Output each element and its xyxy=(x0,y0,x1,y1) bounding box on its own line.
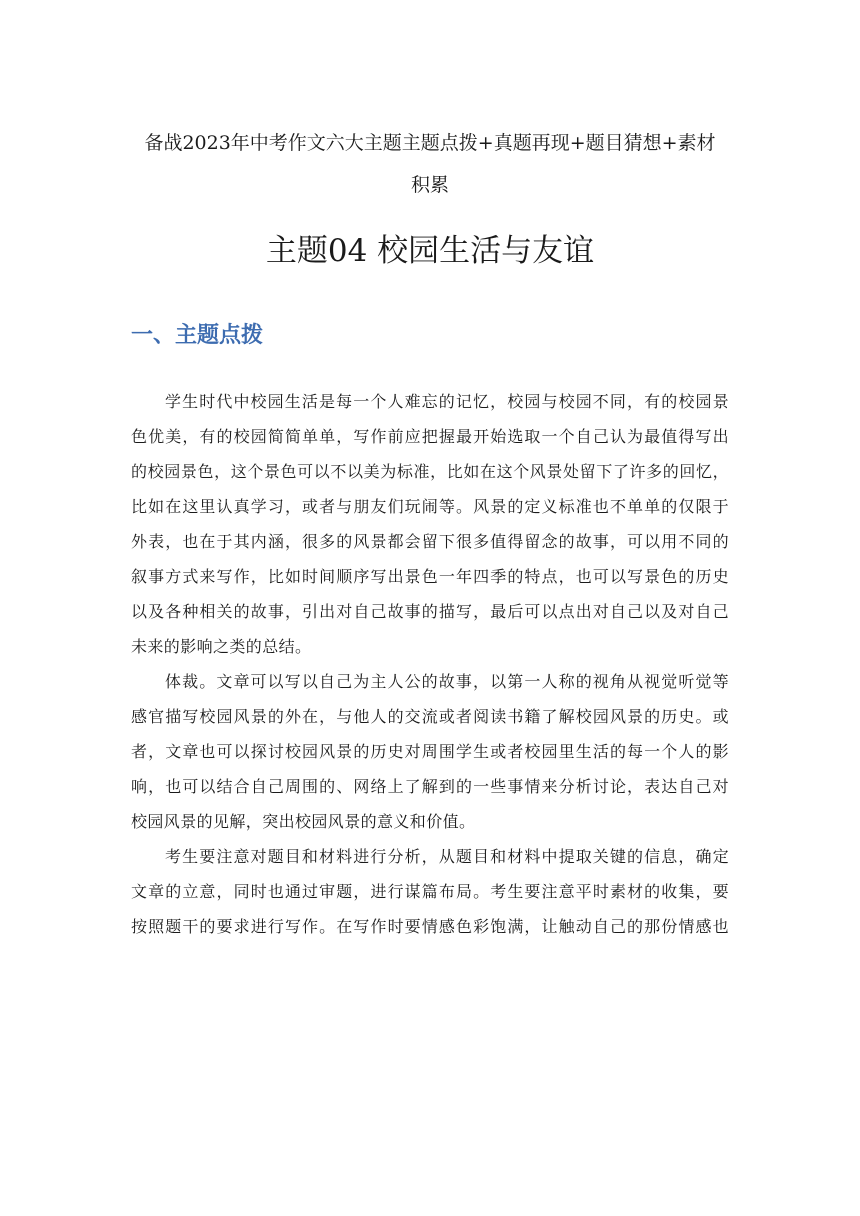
document-body xyxy=(131,384,729,944)
topic-title: 主题04 校园生活与友谊 xyxy=(265,233,595,269)
paragraph-line: 按照题干的要求进行写作。在写作时要情感色彩饱满，让触动自己的那份情感也 xyxy=(131,917,729,936)
paragraph-line: 学生时代中校园生活是每一个人难忘的记忆，校园与校园不同，有的校园景 xyxy=(165,392,729,411)
paragraph-line: 者，文章也可以探讨校园风景的历史对周围学生或者校园里生活的每一个人的影 xyxy=(131,742,729,761)
paragraph-line: 感官描写校园风景的外在，与他人的交流或者阅读书籍了解校园风景的历史。或 xyxy=(131,707,729,726)
paragraph-line: 体裁。文章可以写以自己为主人公的故事，以第一人称的视角从视觉听觉等 xyxy=(165,672,729,691)
document-title-line: 积累 xyxy=(410,174,449,196)
section-heading: 一、主题点拨 xyxy=(131,323,264,348)
paragraph-line: 未来的影响之类的总结。 xyxy=(131,637,312,656)
paragraph-line: 的校园景色，这个景色可以不以美为标准，比如在这个风景处留下了许多的回忆， xyxy=(131,462,729,481)
paragraph-line: 外表，也在于其内涵，很多的风景都会留下很多值得留念的故事，可以用不同的 xyxy=(131,532,729,551)
paragraph-line: 色优美，有的校园简简单单，写作前应把握最开始选取一个自己认为最值得写出 xyxy=(131,427,729,446)
paragraph xyxy=(131,664,729,839)
paragraph xyxy=(131,839,729,944)
paragraph-line: 叙事方式来写作，比如时间顺序写出景色一年四季的特点，也可以写景色的历史 xyxy=(131,567,729,586)
document-title-line: 备战2023年中考作文六大主题主题点拨+真题再现+题目猜想+素材 xyxy=(144,132,716,154)
paragraph-line: 考生要注意对题目和材料进行分析，从题目和材料中提取关键的信息，确定 xyxy=(165,847,729,866)
paragraph-line: 以及各种相关的故事，引出对自己故事的描写，最后可以点出对自己以及对自己 xyxy=(131,602,729,621)
paragraph-line: 响，也可以结合自己周围的、网络上了解到的一些事情来分析讨论，表达自己对 xyxy=(131,777,729,796)
document-title xyxy=(131,122,729,206)
paragraph-line: 校园风景的见解，突出校园风景的意义和价值。 xyxy=(131,812,476,831)
paragraph-line: 文章的立意，同时也通过审题，进行谋篇布局。考生要注意平时素材的收集，要 xyxy=(131,882,729,901)
paragraph xyxy=(131,384,729,664)
paragraph-line: 比如在这里认真学习，或者与朋友们玩闹等。风景的定义标准也不单单的仅限于 xyxy=(131,497,729,516)
